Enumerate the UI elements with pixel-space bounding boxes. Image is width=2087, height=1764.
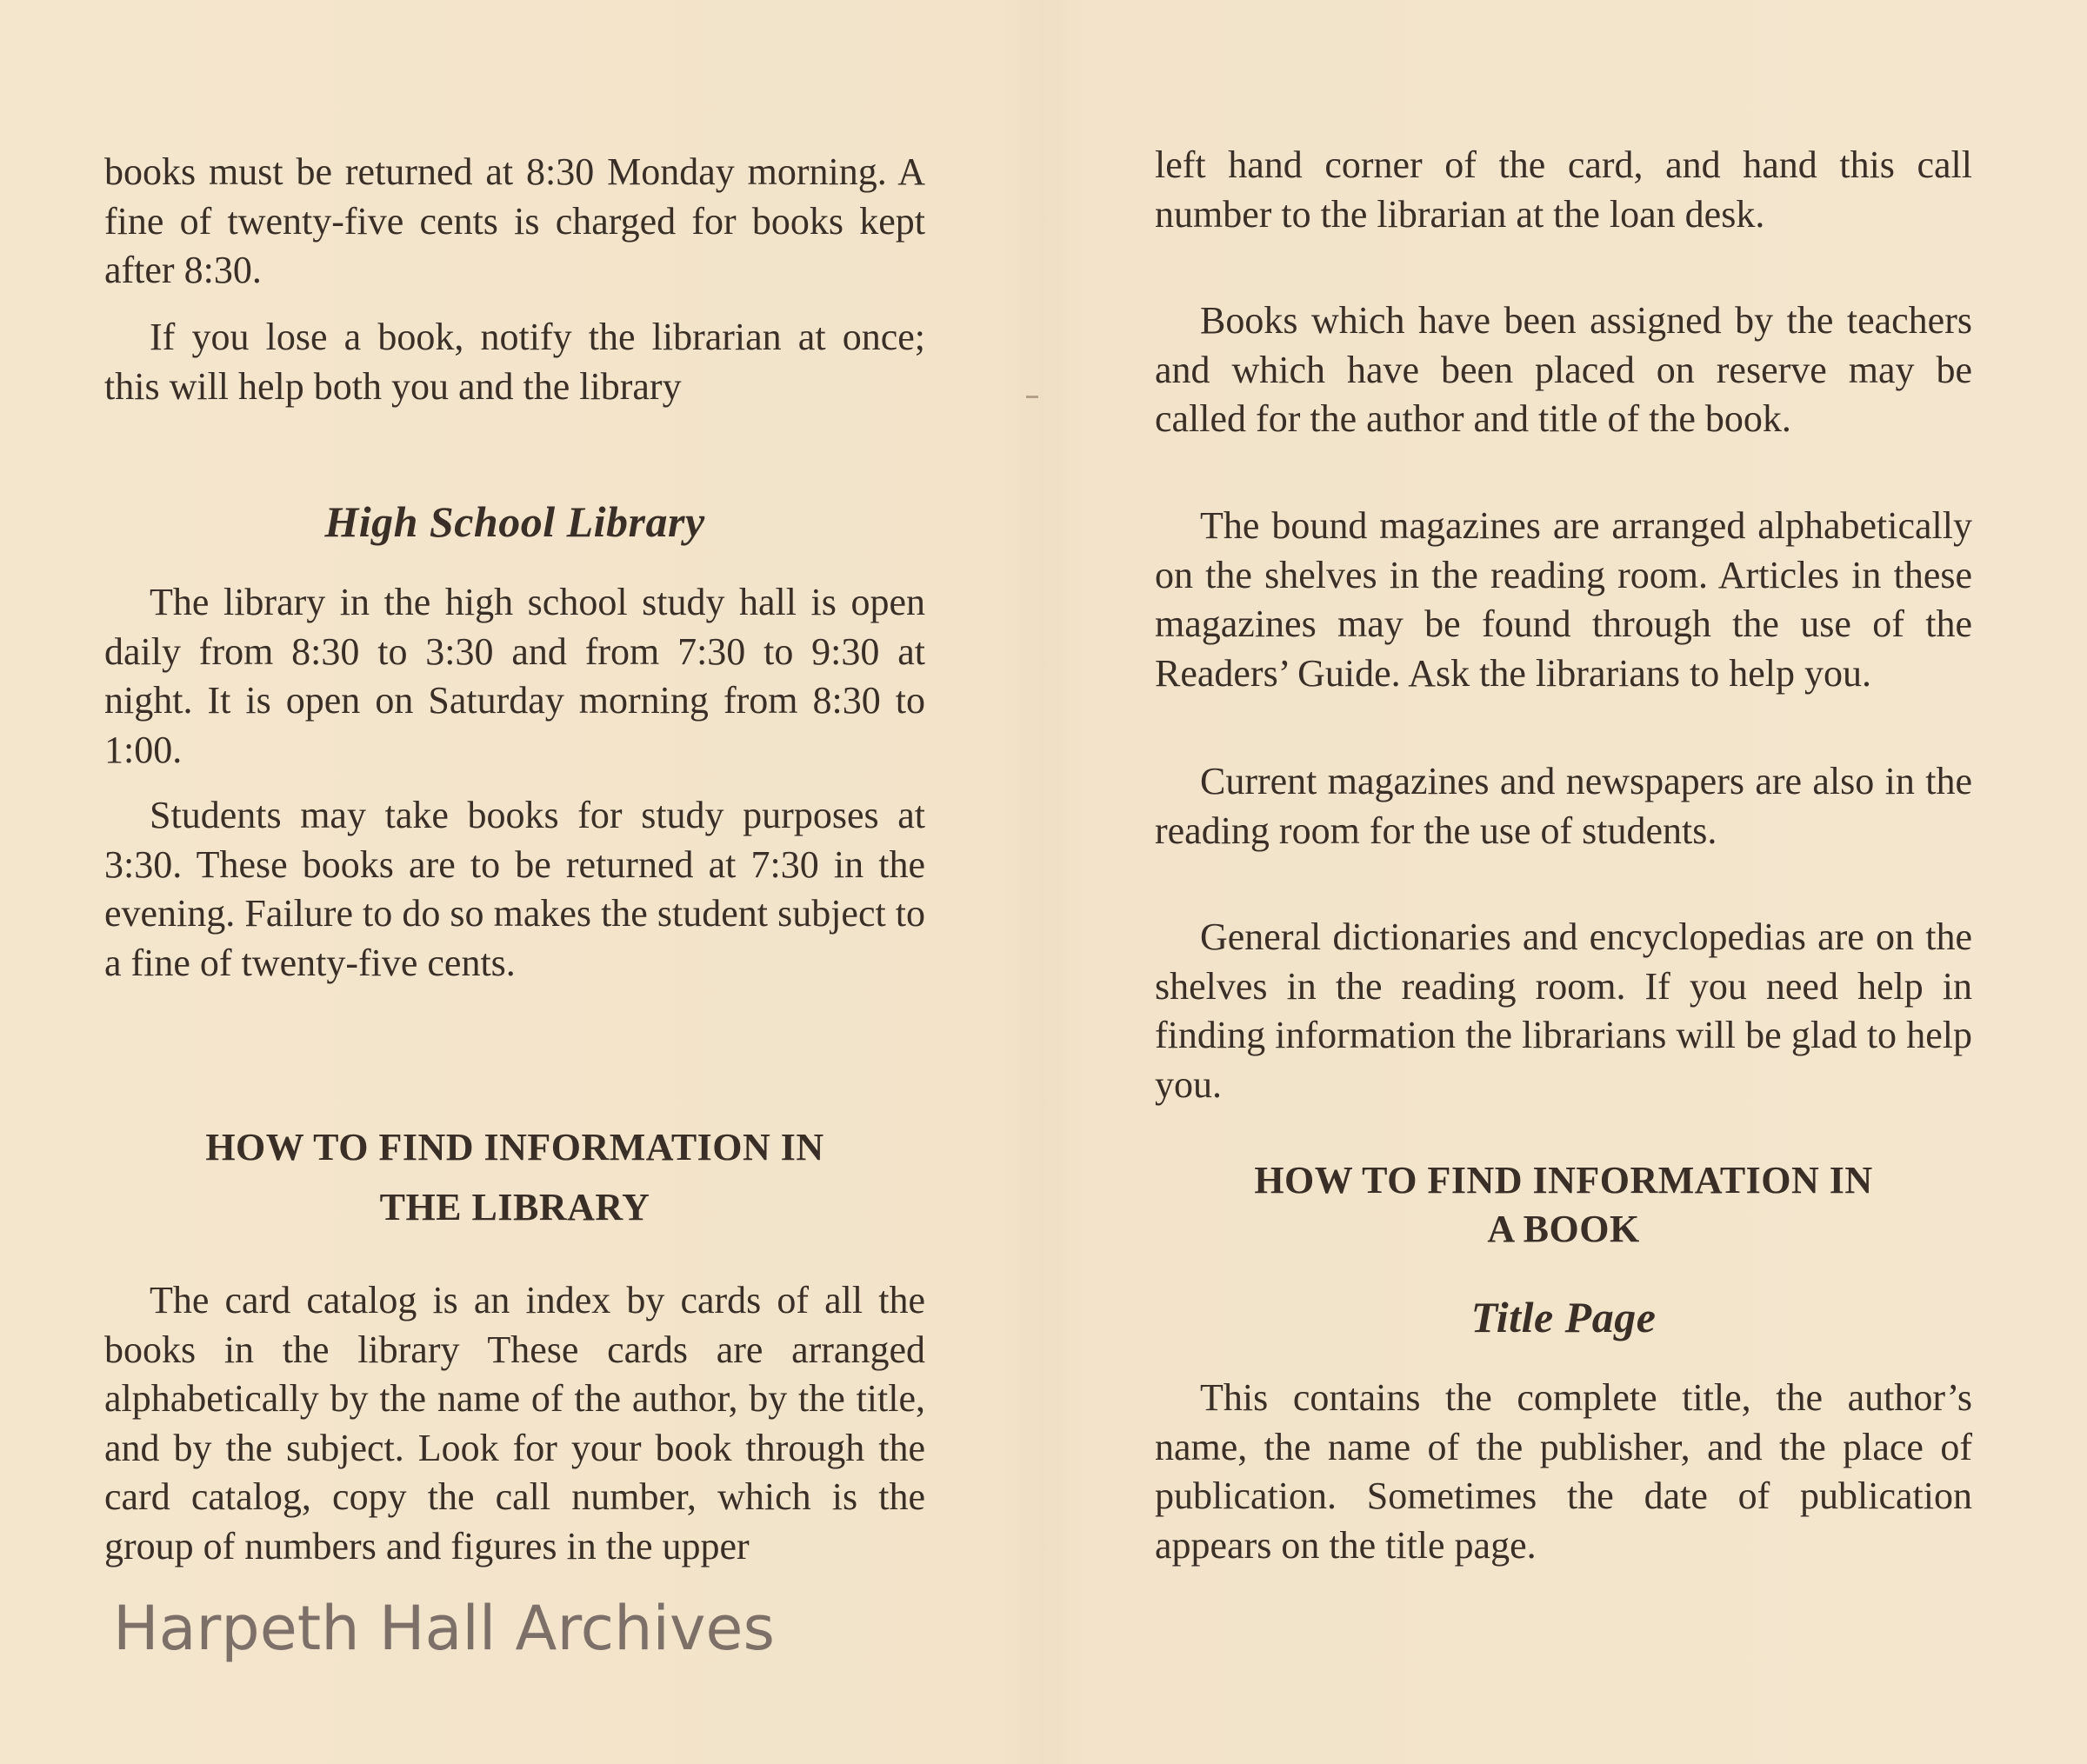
right-paragraph-call-number: left hand corner of the card, and hand this call number to the librarian at the loan desk. (1155, 143, 1972, 236)
heading-line: HOW TO FIND INFORMATION IN (205, 1126, 824, 1168)
archive-watermark: Harpeth Hall Archives (113, 1593, 775, 1664)
center-fold-mark (1026, 396, 1038, 398)
right-paragraph-title-page: This contains the complete title, the author’s name, the name of the publisher, and the place of publication. Sometimes the date of publication appears on the title page. (1155, 1376, 1972, 1567)
left-paragraph-lost-book: If you lose a book, notify the librarian at once; this will help both you and the library (104, 316, 925, 408)
right-paragraph-bound-magazines: The bound magazines are arranged alphabetically on the shelves in the reading room. Articles in these magazines may be found through the use of the Readers’ Guide. Ask the librarians to help you. (1155, 504, 1972, 695)
left-paragraph-borrowing-rules: Students may take books for study purposes at 3:30. These books are to be returned at 7:30 in the evening. Failure to do so makes the student subject to a fine of twenty-five cents. (104, 794, 925, 984)
right-paragraph-current-magazines: Current magazines and newspapers are also in the reading room for the use of students. (1155, 760, 1972, 852)
right-paragraph-reserve-books: Books which have been assigned by the teachers and which have been placed on reserve may be called for the author and title of the book. (1155, 299, 1972, 440)
heading-line: THE LIBRARY (379, 1186, 650, 1228)
left-paragraph-library-hours: The library in the high school study hall is open daily from 8:30 to 3:30 and from 7:30 to 9:30 at night. It is open on Saturday morning from 8:30 to 1:00. (104, 581, 925, 771)
left-paragraph-card-catalog: The card catalog is an index by cards of all the books in the library These cards are arranged alphabetically by the name of the author, by the title, and by the subject. Look for your book through the card catalog, copy the call number, which is the group of numbers and figures in the upper (104, 1279, 925, 1568)
section-title-title-page: Title Page (1470, 1293, 1657, 1341)
heading-line: HOW TO FIND INFORMATION IN (1254, 1159, 1873, 1202)
heading-line: A BOOK (1487, 1208, 1640, 1250)
section-title-high-school-library: High School Library (324, 497, 705, 546)
heading-find-info-book (1155, 1156, 1972, 1254)
left-paragraph-return-rules: books must be returned at 8:30 Monday morning. A fine of twenty-five cents is charged for books kept after 8:30. (104, 150, 925, 291)
heading-find-info-library (104, 1117, 925, 1237)
right-paragraph-dictionaries: General dictionaries and encyclopedias are on the shelves in the reading room. If you need help in finding information the librarians will be glad to help you. (1155, 915, 1972, 1106)
